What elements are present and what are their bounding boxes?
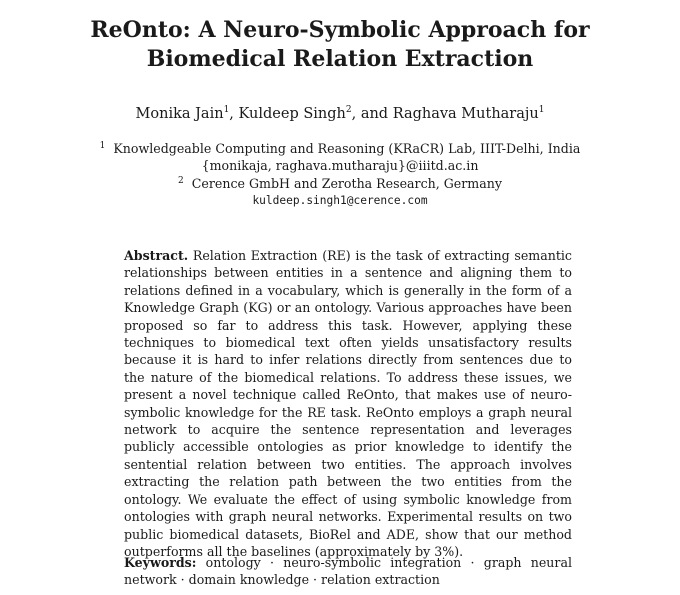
abstract-text: Relation Extraction (RE) is the task of extracting semantic relationships between entities in a sentence and aligning them to relations defined in a vocabulary, which is generally in the form of a Knowledge Graph (KG) or an ontology. Various approaches have been proposed so far to address this task. However, applying these techniques to biomedical text often yields unsatisfactory results because it is hard to infer relations directly from sentences due to the nature of the biomedical relations. To address these issues, we present a novel technique called ReOnto, that makes use of neuro-symbolic knowledge for the RE task. ReOnto employs a graph neural network to acquire the sentence representation and leverages publicly accessible ontologies as prior knowledge to identify the sentential relation between two entities. The approach involves extracting the relation path between the two entities from the ontology. We evaluate the effect of using symbolic knowledge from ontologies with graph neural networks. Experimental results on two public biomedical datasets, BioRel and ADE, show that our method outperforms all the baselines (approximately by 3%). [124, 248, 572, 559]
author-name: Raghava Mutharaju [392, 106, 539, 122]
title-line-2: Biomedical Relation Extraction [146, 46, 534, 72]
affiliations [90, 140, 590, 210]
paper-title [60, 16, 620, 74]
author-name: Monika Jain [135, 106, 224, 122]
title-line-1: ReOnto: A Neuro-Symbolic Approach for [90, 17, 590, 43]
author-separator: , [229, 106, 239, 122]
keywords-label: Keywords: [124, 555, 197, 570]
keywords-text: ontology · neuro-symbolic integration · graph neural network · domain knowledge · relation extraction [124, 555, 572, 588]
affiliation-text: Knowledgeable Computing and Reasoning (KRaCR) Lab, IIIT-Delhi, India [113, 141, 581, 156]
author-list [60, 105, 620, 123]
affiliation-mark: 2 [178, 175, 184, 186]
affiliation-mark: 1 [99, 140, 106, 151]
affiliation-text: Cerence GmbH and Zerotha Research, Germany [191, 175, 502, 191]
affiliation-1 [90, 140, 590, 157]
abstract-label: Abstract. [124, 248, 189, 263]
author-separator: , and [351, 106, 393, 122]
abstract [124, 247, 572, 560]
author-affil-mark: 1 [538, 105, 545, 116]
affiliation-2-email: kuldeep.singh1@cerence.com [252, 193, 428, 207]
affiliation-2 [90, 175, 590, 192]
keywords [124, 554, 572, 589]
author-affil-mark: 1 [223, 105, 230, 116]
affiliation-1-emails: {monikaja, raghava.mutharaju}@iiitd.ac.in [201, 158, 479, 174]
author-affil-mark: 2 [345, 105, 352, 116]
author-name: Kuldeep Singh [238, 106, 346, 122]
